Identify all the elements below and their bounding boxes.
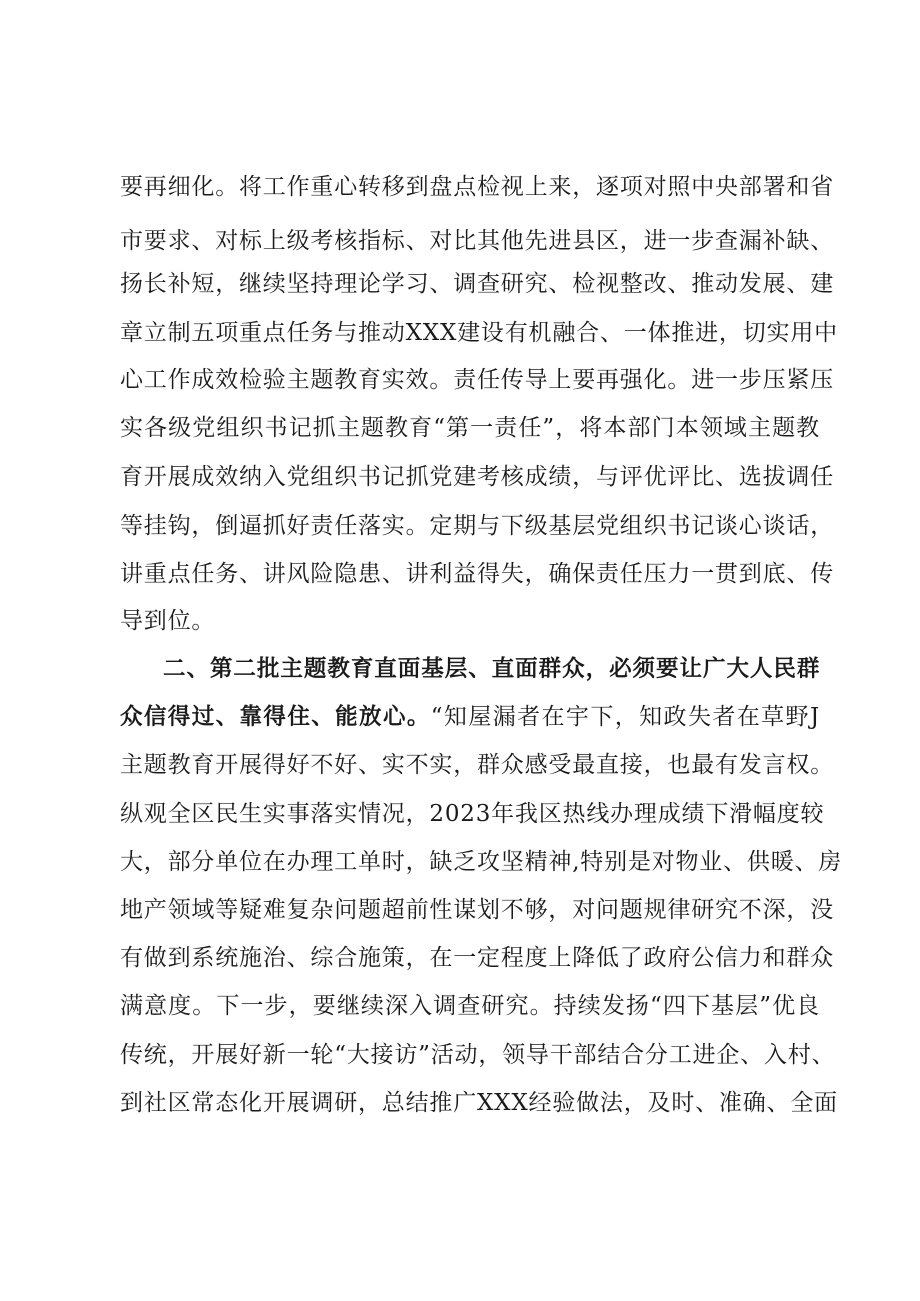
paragraph-line: 扬长补短，继续坚持理论学习、调查研究、检视整改、推动发展、建 xyxy=(120,271,834,297)
heading-continuation-line xyxy=(120,697,820,737)
paragraph-line: 到社区常态化开展调研，总结推广XXX经验做法，及时、准确、全面 xyxy=(120,1090,838,1116)
paragraph-line: 等挂钩，倒逼抓好责任落实。定期与下级基层党组织书记谈心谈话， xyxy=(120,513,834,539)
paragraph-line: 纵观全区民生实事落实情况，2023年我区热线办理成绩下滑幅度较 xyxy=(120,801,825,827)
paragraph-line: 市要求、对标上级考核指标、对比其他先进县区，进一步查漏补缺、 xyxy=(120,228,834,254)
section-heading-end: 众信得过、靠得住、能放心。 xyxy=(120,704,431,730)
paragraph-line: 地产领域等疑难复杂问题超前性谋划不够，对问题规律研究不深，没 xyxy=(120,897,834,923)
paragraph-line: 要再细化。将工作重心转移到盘点检视上来，逐项对照中央部署和省 xyxy=(120,174,834,200)
quote-text: “知屋漏者在宇下，知政失者在草野J xyxy=(430,704,820,730)
paragraph-line-last: 导到位。 xyxy=(120,608,216,634)
paragraph-line: 心工作成效检验主题教育实效。责任传导上要再强化。进一步压紧压 xyxy=(120,367,834,393)
paragraph-line: 有做到系统施治、综合施策，在一定程度上降低了政府公信力和群众 xyxy=(120,945,834,971)
paragraph-line: 满意度。下一步，要继续深入调查研究。持续发扬“四下基层”优良 xyxy=(120,993,820,1019)
paragraph-line: 传统，开展好新一轮“大接访”活动，领导干部结合分工进企、入村、 xyxy=(120,1042,836,1068)
paragraph-line: 主题教育开展得好不好、实不实，群众感受最直接，也最有发言权。 xyxy=(120,752,834,778)
section-heading: 二、第二批主题教育直面基层、直面群众，必须要让广大人民群 xyxy=(163,656,820,682)
paragraph-line: 大，部分单位在办理工单时，缺乏攻坚精神,特别是对物业、供暖、房 xyxy=(120,849,843,875)
paragraph-line: 实各级党组织书记抓主题教育“第一责任”，将本部门本领域主题教 xyxy=(120,415,820,441)
paragraph-line: 章立制五项重点任务与推动XXX建设有机融合、一体推进，切实用中 xyxy=(120,320,838,346)
paragraph-line: 讲重点任务、讲风险隐患、讲利益得失，确保责任压力一贯到底、传 xyxy=(120,561,834,587)
paragraph-line: 育开展成效纳入党组织书记抓党建考核成绩，与评优评比、选拔调任 xyxy=(120,464,834,490)
